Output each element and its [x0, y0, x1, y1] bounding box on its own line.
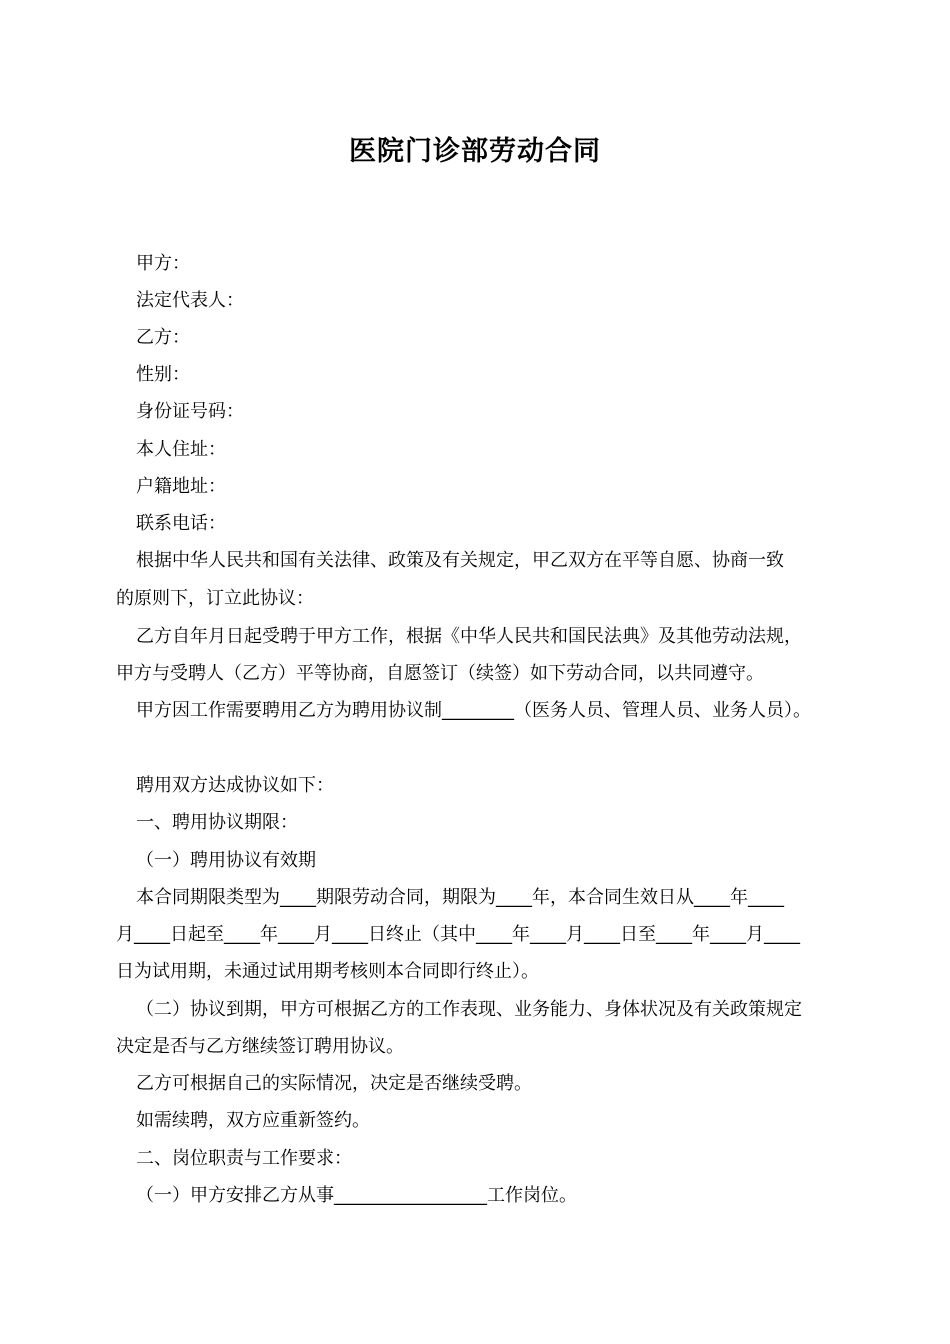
party-b-label: 乙方： [136, 327, 190, 348]
agreement-intro: 聘用双方达成协议如下： [136, 775, 334, 796]
id-number-label: 身份证号码： [136, 401, 244, 422]
residence-address-label: 本人住址： [136, 439, 226, 460]
party-a-label: 甲方： [136, 253, 190, 274]
renewal-resign-paragraph: 如需续聘，双方应重新签约。 [136, 1110, 370, 1131]
section-heading-duties: 二、岗位职责与工作要求： [136, 1148, 352, 1169]
preamble-paragraph-line: 的原则下，订立此协议： [116, 588, 314, 609]
term-paragraph-line: 日为试用期，未通过试用期考核则本合同即行终止）。 [116, 961, 539, 982]
employment-paragraph-line: 甲方与受聘人（乙方）平等协商，自愿签订（续签）如下劳动合同，以共同遵守。 [116, 663, 764, 684]
gender-label: 性别： [136, 364, 190, 385]
term-paragraph-line: 月____日起至____年____月____日终止（其中____年____月____日至____年____月____ [116, 924, 800, 945]
household-address-label: 户籍地址： [136, 476, 226, 497]
preamble-paragraph-line: 根据中华人民共和国有关法律、政策及有关规定，甲乙双方在平等自愿、协商一致 [136, 550, 784, 571]
phone-label: 联系电话： [136, 513, 226, 534]
document-title: 医院门诊部劳动合同 [349, 136, 601, 167]
term-paragraph-line: 本合同期限类型为____期限劳动合同，期限为____年，本合同生效日从____年____ [136, 887, 784, 908]
renewal-paragraph-line: 决定是否与乙方继续签订聘用协议。 [116, 1036, 404, 1057]
position-type-paragraph: 甲方因工作需要聘用乙方为聘用协议制________（医务人员、管理人员、业务人员）。 [136, 700, 811, 721]
section-heading-term: 一、聘用协议期限： [136, 812, 298, 833]
party-b-choice-paragraph: 乙方可根据自己的实际情况，决定是否继续受聘。 [136, 1073, 532, 1094]
legal-representative-label: 法定代表人： [136, 290, 244, 311]
renewal-paragraph-line: （二）协议到期，甲方可根据乙方的工作表现、业务能力、身体状况及有关政策规定 [136, 999, 802, 1020]
subsection-heading-validity: （一）聘用协议有效期 [136, 850, 316, 871]
employment-paragraph-line: 乙方自年月日起受聘于甲方工作，根据《中华人民共和国民法典》及其他劳动法规， [136, 626, 802, 647]
duty-assignment-paragraph: （一）甲方安排乙方从事_________________工作岗位。 [136, 1185, 577, 1206]
